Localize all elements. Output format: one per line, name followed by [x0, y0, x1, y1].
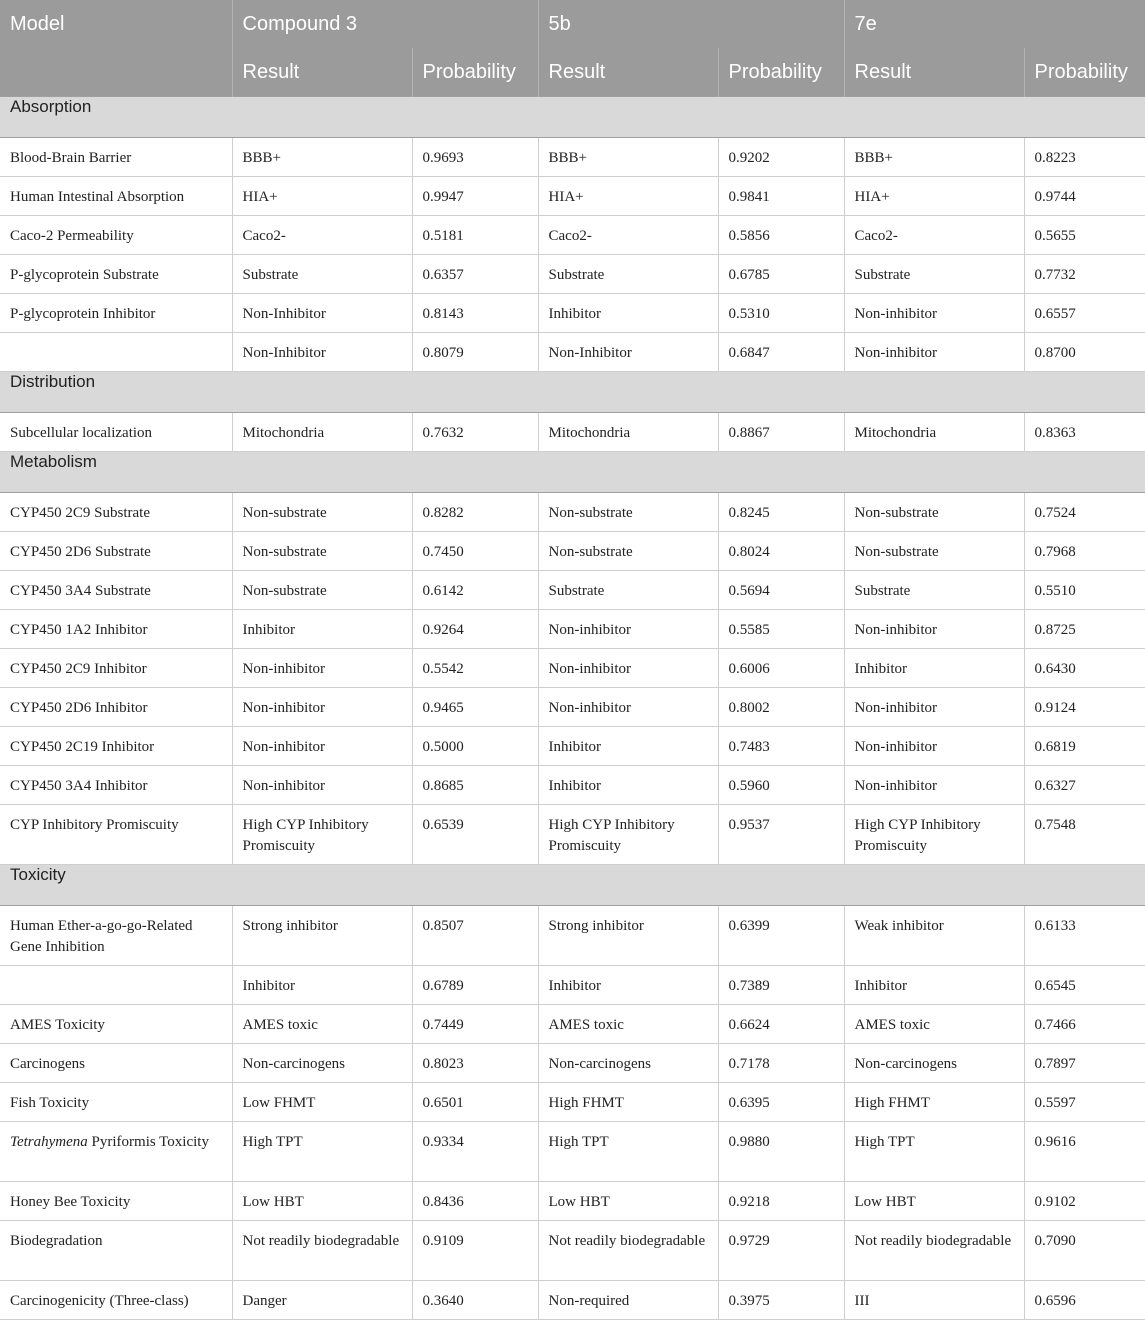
result-cell: Low FHMT [232, 1083, 412, 1122]
model-cell: Carcinogens [0, 1044, 232, 1083]
table-row [0, 805, 1145, 865]
section-title: Absorption [0, 97, 1145, 138]
probability-cell: 0.8867 [718, 413, 844, 452]
section-distribution [0, 372, 1145, 413]
result-cell: Non-inhibitor [232, 727, 412, 766]
table-row [0, 1005, 1145, 1044]
probability-cell: 0.6847 [718, 333, 844, 372]
model-cell: Human Intestinal Absorption [0, 177, 232, 216]
result-cell: Inhibitor [844, 649, 1024, 688]
probability-cell: 0.5655 [1024, 216, 1145, 255]
probability-cell: 0.9616 [1024, 1122, 1145, 1182]
result-cell: High TPT [538, 1122, 718, 1182]
result-cell: Non-Inhibitor [232, 333, 412, 372]
probability-cell: 0.8223 [1024, 138, 1145, 177]
result-cell: BBB+ [232, 138, 412, 177]
model-cell: CYP450 2C19 Inhibitor [0, 727, 232, 766]
table-row [0, 1281, 1145, 1320]
probability-cell: 0.7450 [412, 532, 538, 571]
probability-cell: 0.9465 [412, 688, 538, 727]
result-cell: Non-carcinogens [538, 1044, 718, 1083]
probability-cell: 0.8507 [412, 906, 538, 966]
table-row [0, 610, 1145, 649]
model-cell: Fish Toxicity [0, 1083, 232, 1122]
result-cell: Non-inhibitor [844, 727, 1024, 766]
model-cell: Caco-2 Permeability [0, 216, 232, 255]
result-cell: Strong inhibitor [538, 906, 718, 966]
result-cell: BBB+ [538, 138, 718, 177]
result-cell: HIA+ [232, 177, 412, 216]
probability-cell: 0.5597 [1024, 1083, 1145, 1122]
result-cell: Non-inhibitor [844, 766, 1024, 805]
model-rest-part: Pyriformis Toxicity [87, 1134, 209, 1150]
result-cell: Low HBT [232, 1182, 412, 1221]
table-row [0, 532, 1145, 571]
model-cell: CYP450 2C9 Substrate [0, 493, 232, 532]
result-cell: BBB+ [844, 138, 1024, 177]
probability-cell: 0.9102 [1024, 1182, 1145, 1221]
table-row [0, 413, 1145, 452]
table-row [0, 1221, 1145, 1281]
probability-cell: 0.9264 [412, 610, 538, 649]
table-row [0, 906, 1145, 966]
table-row [0, 1083, 1145, 1122]
result-cell: Not readily biodegradable [844, 1221, 1024, 1281]
result-cell: High FHMT [538, 1083, 718, 1122]
result-cell: Not readily biodegradable [538, 1221, 718, 1281]
table-row [0, 649, 1145, 688]
probability-cell: 0.6545 [1024, 966, 1145, 1005]
result-cell: Not readily biodegradable [232, 1221, 412, 1281]
table-row [0, 216, 1145, 255]
probability-cell: 0.5181 [412, 216, 538, 255]
result-cell: Weak inhibitor [844, 906, 1024, 966]
result-cell: AMES toxic [538, 1005, 718, 1044]
model-cell: CYP450 3A4 Substrate [0, 571, 232, 610]
probability-cell: 0.7483 [718, 727, 844, 766]
result-cell: Caco2- [232, 216, 412, 255]
table-row [0, 1044, 1145, 1083]
table-row [0, 294, 1145, 333]
model-cell: Carcinogenicity (Three-class) [0, 1281, 232, 1320]
probability-cell: 0.5585 [718, 610, 844, 649]
result-cell: Non-substrate [538, 532, 718, 571]
header-probability: Probability [718, 48, 844, 97]
result-cell: Non-inhibitor [538, 688, 718, 727]
table-row [0, 493, 1145, 532]
header-compound-7e: 7e [844, 0, 1145, 48]
probability-cell: 0.5694 [718, 571, 844, 610]
probability-cell: 0.9693 [412, 138, 538, 177]
probability-cell: 0.5856 [718, 216, 844, 255]
result-cell: HIA+ [538, 177, 718, 216]
probability-cell: 0.6557 [1024, 294, 1145, 333]
result-cell: Substrate [844, 255, 1024, 294]
result-cell: Non-carcinogens [232, 1044, 412, 1083]
result-cell: Inhibitor [538, 966, 718, 1005]
table-row [0, 333, 1145, 372]
table-row [0, 1182, 1145, 1221]
model-cell: Biodegradation [0, 1221, 232, 1281]
result-cell: Danger [232, 1281, 412, 1320]
probability-cell: 0.5310 [718, 294, 844, 333]
model-cell [0, 966, 232, 1005]
header-blank [0, 48, 232, 97]
probability-cell: 0.6596 [1024, 1281, 1145, 1320]
result-cell: Inhibitor [232, 966, 412, 1005]
header-compound-3: Compound 3 [232, 0, 538, 48]
probability-cell: 0.5000 [412, 727, 538, 766]
result-cell: AMES toxic [844, 1005, 1024, 1044]
probability-cell: 0.6395 [718, 1083, 844, 1122]
probability-cell: 0.6133 [1024, 906, 1145, 966]
result-cell: Non-inhibitor [538, 649, 718, 688]
result-cell: Mitochondria [844, 413, 1024, 452]
result-cell: Inhibitor [538, 294, 718, 333]
probability-cell: 0.6327 [1024, 766, 1145, 805]
section-title: Toxicity [0, 865, 1145, 906]
result-cell: III [844, 1281, 1024, 1320]
model-cell: CYP450 2C9 Inhibitor [0, 649, 232, 688]
result-cell: Non-substrate [538, 493, 718, 532]
model-cell: CYP450 2D6 Inhibitor [0, 688, 232, 727]
probability-cell: 0.6430 [1024, 649, 1145, 688]
header-compound-5b: 5b [538, 0, 844, 48]
table-row [0, 177, 1145, 216]
result-cell: Substrate [538, 571, 718, 610]
probability-cell: 0.3640 [412, 1281, 538, 1320]
probability-cell: 0.7897 [1024, 1044, 1145, 1083]
probability-cell: 0.9947 [412, 177, 538, 216]
probability-cell: 0.7178 [718, 1044, 844, 1083]
probability-cell: 0.8363 [1024, 413, 1145, 452]
result-cell: High CYP Inhibitory Promiscuity [232, 805, 412, 865]
result-cell: Non-inhibitor [232, 649, 412, 688]
table-row [0, 571, 1145, 610]
probability-cell: 0.6357 [412, 255, 538, 294]
table-row [0, 766, 1145, 805]
table-row [0, 966, 1145, 1005]
probability-cell: 0.8002 [718, 688, 844, 727]
header-probability: Probability [1024, 48, 1145, 97]
result-cell: Non-substrate [232, 532, 412, 571]
probability-cell: 0.8700 [1024, 333, 1145, 372]
probability-cell: 0.6789 [412, 966, 538, 1005]
table-row [0, 255, 1145, 294]
model-cell: CYP450 3A4 Inhibitor [0, 766, 232, 805]
probability-cell: 0.6006 [718, 649, 844, 688]
result-cell: Non-inhibitor [232, 766, 412, 805]
section-title: Distribution [0, 372, 1145, 413]
header-model: Model [0, 0, 232, 48]
result-cell: Non-Inhibitor [232, 294, 412, 333]
model-cell [0, 333, 232, 372]
result-cell: Mitochondria [232, 413, 412, 452]
table-row [0, 1122, 1145, 1182]
result-cell: High TPT [232, 1122, 412, 1182]
result-cell: Non-substrate [844, 532, 1024, 571]
header-result: Result [844, 48, 1024, 97]
result-cell: Non-inhibitor [844, 610, 1024, 649]
result-cell: Substrate [844, 571, 1024, 610]
section-title: Metabolism [0, 452, 1145, 493]
probability-cell: 0.5510 [1024, 571, 1145, 610]
result-cell: Substrate [538, 255, 718, 294]
table-row [0, 138, 1145, 177]
result-cell: Non-inhibitor [844, 333, 1024, 372]
probability-cell: 0.9841 [718, 177, 844, 216]
probability-cell: 0.5542 [412, 649, 538, 688]
result-cell: Non-required [538, 1281, 718, 1320]
model-cell: Human Ether-a-go-go-Related Gene Inhibition [0, 906, 232, 966]
probability-cell: 0.8143 [412, 294, 538, 333]
model-cell: CYP450 2D6 Substrate [0, 532, 232, 571]
probability-cell: 0.6142 [412, 571, 538, 610]
probability-cell: 0.9124 [1024, 688, 1145, 727]
probability-cell: 0.8436 [412, 1182, 538, 1221]
model-cell: Subcellular localization [0, 413, 232, 452]
result-cell: HIA+ [844, 177, 1024, 216]
table-row [0, 727, 1145, 766]
probability-cell: 0.7090 [1024, 1221, 1145, 1281]
probability-cell: 0.6819 [1024, 727, 1145, 766]
probability-cell: 0.8079 [412, 333, 538, 372]
probability-cell: 0.9202 [718, 138, 844, 177]
model-italic-part: Tetrahymena [10, 1134, 88, 1150]
result-cell: Non-Inhibitor [538, 333, 718, 372]
model-cell [0, 1122, 232, 1182]
probability-cell: 0.7389 [718, 966, 844, 1005]
result-cell: Caco2- [844, 216, 1024, 255]
result-cell: Inhibitor [538, 766, 718, 805]
result-cell: Non-carcinogens [844, 1044, 1024, 1083]
probability-cell: 0.7449 [412, 1005, 538, 1044]
result-cell: Inhibitor [844, 966, 1024, 1005]
model-cell: P-glycoprotein Inhibitor [0, 294, 232, 333]
result-cell: Non-inhibitor [232, 688, 412, 727]
result-cell: Non-substrate [232, 571, 412, 610]
result-cell: Non-substrate [232, 493, 412, 532]
probability-cell: 0.6399 [718, 906, 844, 966]
section-absorption [0, 97, 1145, 138]
header-result: Result [538, 48, 718, 97]
result-cell: Strong inhibitor [232, 906, 412, 966]
probability-cell: 0.7548 [1024, 805, 1145, 865]
probability-cell: 0.7732 [1024, 255, 1145, 294]
probability-cell: 0.9880 [718, 1122, 844, 1182]
probability-cell: 0.7524 [1024, 493, 1145, 532]
probability-cell: 0.6501 [412, 1083, 538, 1122]
probability-cell: 0.7466 [1024, 1005, 1145, 1044]
probability-cell: 0.8024 [718, 532, 844, 571]
table-row [0, 688, 1145, 727]
result-cell: Non-inhibitor [844, 294, 1024, 333]
result-cell: High CYP Inhibitory Promiscuity [844, 805, 1024, 865]
header-result: Result [232, 48, 412, 97]
result-cell: Low HBT [538, 1182, 718, 1221]
probability-cell: 0.5960 [718, 766, 844, 805]
probability-cell: 0.6785 [718, 255, 844, 294]
result-cell: AMES toxic [232, 1005, 412, 1044]
model-cell: CYP Inhibitory Promiscuity [0, 805, 232, 865]
probability-cell: 0.8245 [718, 493, 844, 532]
result-cell: Non-inhibitor [538, 610, 718, 649]
probability-cell: 0.6539 [412, 805, 538, 865]
result-cell: Mitochondria [538, 413, 718, 452]
model-cell: Honey Bee Toxicity [0, 1182, 232, 1221]
probability-cell: 0.9218 [718, 1182, 844, 1221]
result-cell: Substrate [232, 255, 412, 294]
model-cell: CYP450 1A2 Inhibitor [0, 610, 232, 649]
probability-cell: 0.8725 [1024, 610, 1145, 649]
probability-cell: 0.8282 [412, 493, 538, 532]
result-cell: Inhibitor [232, 610, 412, 649]
header-probability: Probability [412, 48, 538, 97]
probability-cell: 0.9109 [412, 1221, 538, 1281]
probability-cell: 0.7632 [412, 413, 538, 452]
probability-cell: 0.9744 [1024, 177, 1145, 216]
result-cell: Non-substrate [844, 493, 1024, 532]
probability-cell: 0.3975 [718, 1281, 844, 1320]
probability-cell: 0.7968 [1024, 532, 1145, 571]
section-toxicity [0, 865, 1145, 906]
probability-cell: 0.8023 [412, 1044, 538, 1083]
probability-cell: 0.6624 [718, 1005, 844, 1044]
section-metabolism [0, 452, 1145, 493]
result-cell: Non-inhibitor [844, 688, 1024, 727]
result-cell: High FHMT [844, 1083, 1024, 1122]
result-cell: Caco2- [538, 216, 718, 255]
result-cell: High TPT [844, 1122, 1024, 1182]
probability-cell: 0.8685 [412, 766, 538, 805]
result-cell: Low HBT [844, 1182, 1024, 1221]
result-cell: High CYP Inhibitory Promiscuity [538, 805, 718, 865]
model-cell: AMES Toxicity [0, 1005, 232, 1044]
probability-cell: 0.9537 [718, 805, 844, 865]
probability-cell: 0.9334 [412, 1122, 538, 1182]
result-cell: Inhibitor [538, 727, 718, 766]
probability-cell: 0.9729 [718, 1221, 844, 1281]
model-cell: Blood-Brain Barrier [0, 138, 232, 177]
model-cell: P-glycoprotein Substrate [0, 255, 232, 294]
